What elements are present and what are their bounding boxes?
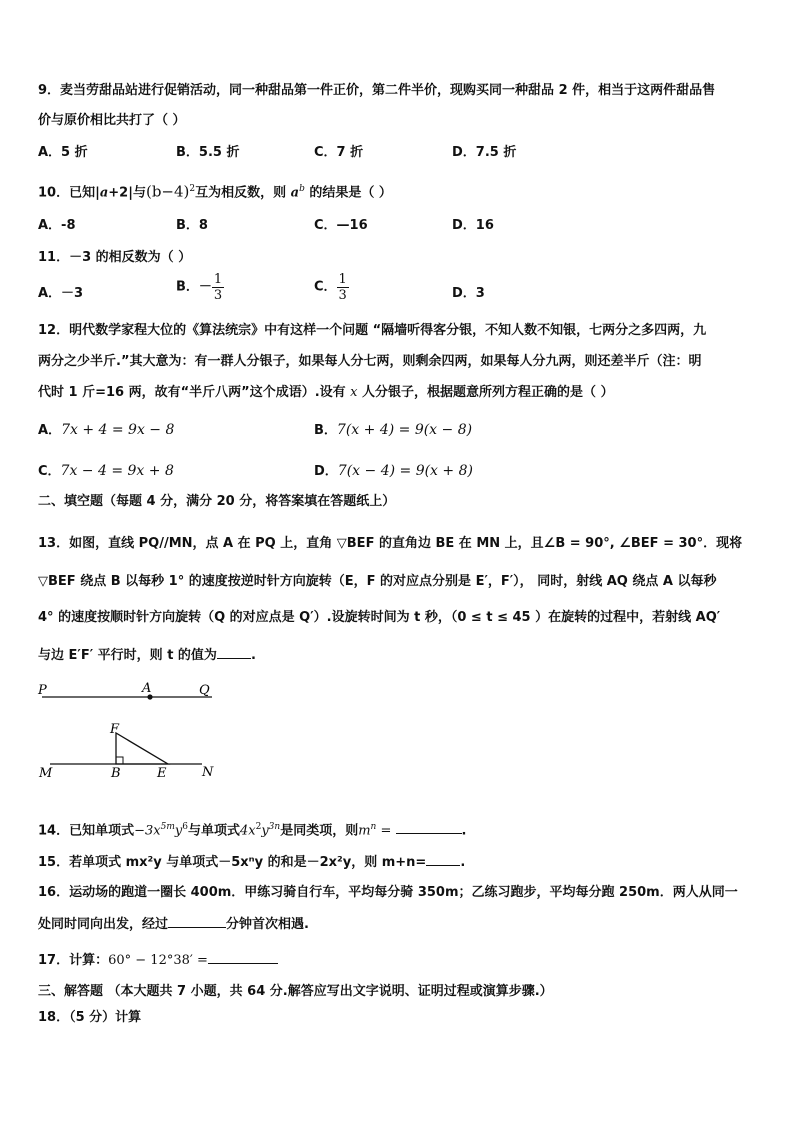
q11-option-b-fraction: $\frac{1}{3}$: [213, 272, 223, 303]
q12-stem-line2: 两分之少半斤.”其大意为：有一群人分银子，如果每人分七两，则剩余四两，如果每人分九两，则还差半斤（注：明: [38, 354, 702, 369]
q13-answer-blank[interactable]: [217, 646, 251, 659]
q11-option-c-fraction: $\frac{1}{3}$: [338, 272, 347, 303]
section-2-heading: 二、填空题（每题 4 分，满分 20 分，将答案填在答题纸上）: [38, 494, 396, 509]
section-3-heading: 三、解答题 （本大题共 7 小题，共 64 分.解答应写出文字说明、证明过程或演算步骤.）: [38, 984, 553, 999]
q12-option-d: D．7(x − 4) = 9(x + 8): [314, 463, 473, 479]
label-q: Q: [199, 683, 210, 698]
q11-option-c: C． $\frac{1}{3}$: [314, 272, 347, 303]
q17-answer-blank[interactable]: [208, 951, 278, 964]
q9-option-c: C．7 折: [314, 145, 364, 160]
triangle-bef: [116, 733, 168, 764]
q16-stem-line1: 16．运动场的跑道一圈长 400m．甲练习骑自行车，平均每分骑 350m；乙练习跑步，平均每分跑 250m．两人从同一: [38, 885, 738, 900]
q13-stem-line1: 13．如图，直线 PQ//MN，点 A 在 PQ 上，直角 ▽BEF 的直角边 BE 在 MN 上，且∠B = 90°, ∠BEF = 30°．现将: [38, 536, 743, 551]
q16-answer-blank[interactable]: [168, 915, 226, 928]
q13-figure: [34, 678, 234, 782]
q10-option-c: C．—16: [314, 218, 368, 233]
q12-stem-line3: 代时 1 斤=16 两，故有“半斤八两”这个成语）.设有 x 人分银子，根据题意所列方程正确的是（ ）: [38, 385, 614, 400]
label-p: P: [38, 683, 47, 698]
q12-stem-line1: 12．明代数学家程大位的《算法统宗》中有这样一个问题 “隔墙听得客分银，不知人数不知银，七两分之多四两，九: [38, 323, 707, 338]
right-angle-mark: [116, 757, 123, 764]
q10-option-d: D．16: [452, 218, 494, 233]
q10-option-a: A．-8: [38, 218, 76, 233]
q9-stem-line2: 价与原价相比共打了（ ）: [38, 113, 186, 128]
q17-stem: 17．计算：60° − 12°38′ =: [38, 951, 278, 970]
q10-stem: 10．已知|a+2|与$(b-4)^2$互为相反数，则 $a^b$ 的结果是（ ）: [38, 182, 392, 201]
q12-option-c: C．7x − 4 = 9x + 8: [38, 463, 174, 479]
q14-stem: 14．已知单项式$-3x^{5m}y^6$与单项式$4x^2y^{3n}$是同类项，则$m^n$ = .: [38, 822, 467, 839]
label-a: A: [142, 681, 152, 696]
label-n: N: [202, 765, 214, 780]
q9-option-b: B．5.5 折: [176, 145, 240, 160]
q9-option-a: A．5 折: [38, 145, 88, 160]
q16-stem-line2: 处同时同向出发，经过 分钟首次相遇.: [38, 917, 309, 932]
q9-option-d: D．7.5 折: [452, 145, 517, 160]
q11-option-d: D．3: [452, 286, 485, 301]
q15-answer-blank[interactable]: [426, 853, 460, 866]
label-e: E: [157, 766, 167, 781]
label-f: F: [110, 722, 120, 737]
label-m: M: [39, 766, 53, 781]
q11-option-b: B．－ $\frac{1}{3}$: [176, 272, 223, 303]
label-b: B: [111, 766, 121, 781]
q13-stem-line3: 4° 的速度按顺时针方向旋转（Q 的对应点是 Q′）.设旋转时间为 t 秒，（0 ≤ t ≤ 45 ）在旋转的过程中，若射线 AQ′: [38, 610, 721, 625]
q13-stem-line2: ▽BEF 绕点 B 以每秒 1° 的速度按逆时针方向旋转（E，F 的对应点分别是 E′，F′）， 同时，射线 AQ 绕点 A 以每秒: [38, 574, 717, 589]
q18-stem: 18．（5 分）计算: [38, 1010, 142, 1025]
q12-option-b: B．7(x + 4) = 9(x − 8): [314, 422, 473, 438]
q14-answer-blank[interactable]: [396, 821, 462, 834]
q12-option-a: A．7x + 4 = 9x − 8: [38, 422, 175, 438]
q13-stem-line4: 与边 E′F′ 平行时，则 t 的值为 .: [38, 648, 256, 663]
q9-stem-line1: 9．麦当劳甜品站进行促销活动，同一种甜品第一件正价，第二件半价，现购买同一种甜品 2 件，相当于这两件甜品售: [38, 83, 716, 98]
q15-stem: 15．若单项式 mx²y 与单项式－5xⁿy 的和是－2x²y，则 m+n= .: [38, 855, 466, 870]
q10-option-b: B．8: [176, 218, 208, 233]
q11-stem: 11．－3 的相反数为（ ）: [38, 250, 192, 265]
q11-option-a: A．－3: [38, 286, 84, 301]
